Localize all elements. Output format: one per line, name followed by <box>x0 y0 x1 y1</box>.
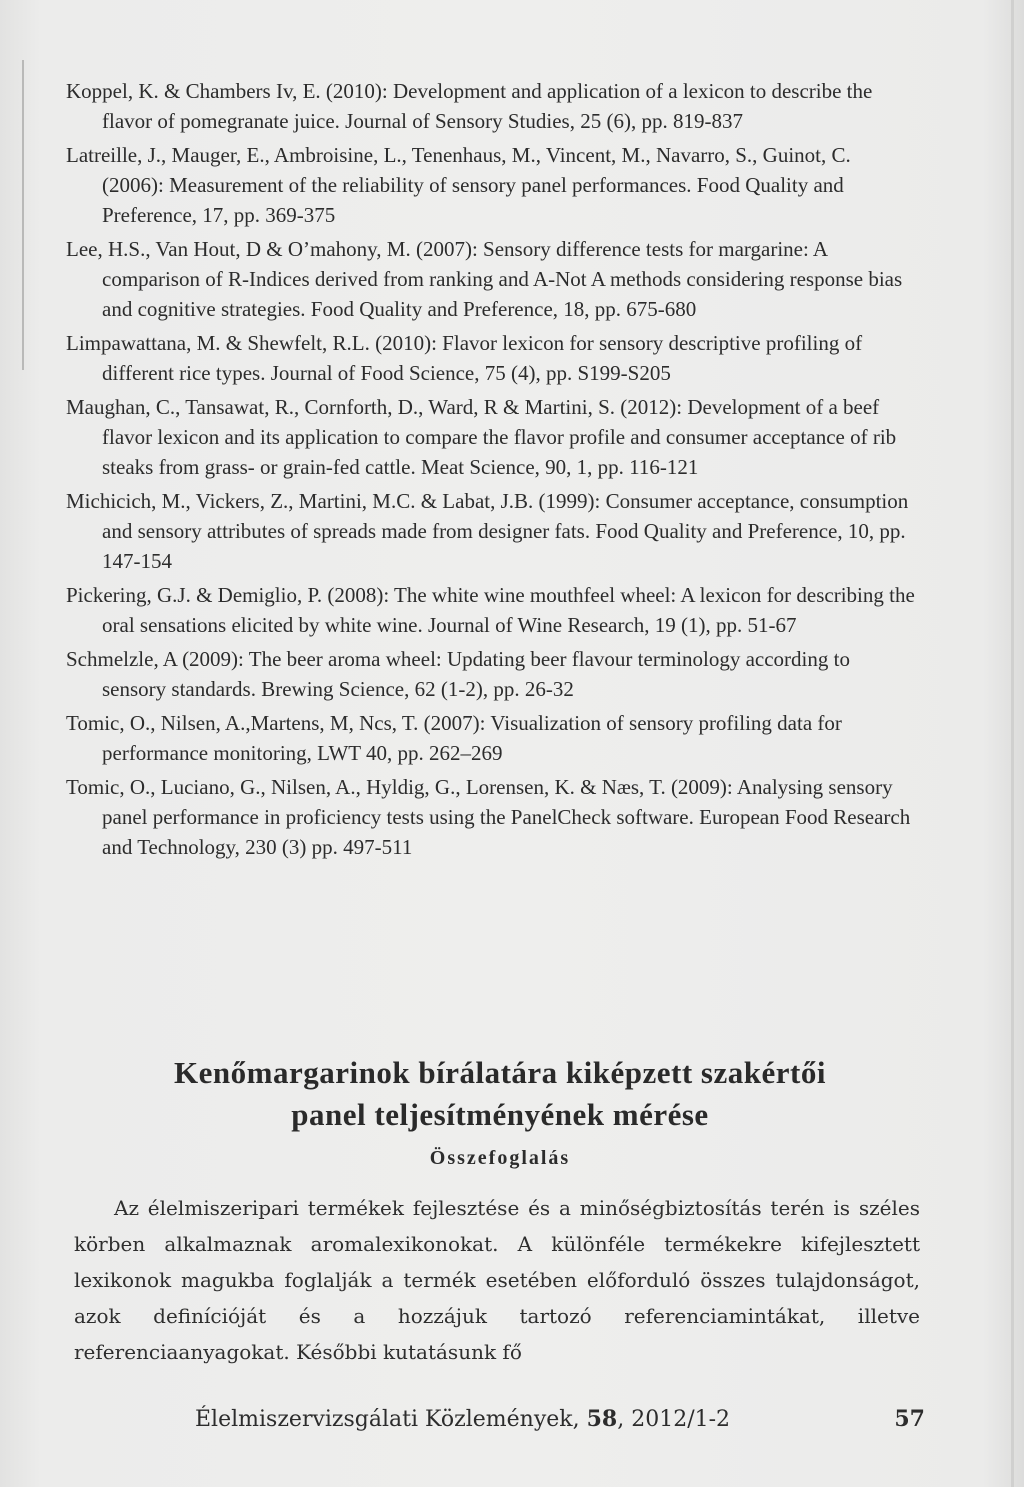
article-title-line-2: panel teljesítményének mérése <box>291 1097 709 1132</box>
page-number: 57 <box>894 1406 925 1432</box>
reference-item: Schmelzle, A (2009): The beer aroma wheel: Updating beer flavour terminology according to sensory standards. Brewing Science, 62 (1-2), pp. 26-32 <box>66 647 850 701</box>
reference-item: Maughan, C., Tansawat, R., Cornforth, D., Ward, R & Martini, S. (2012): Development of a beef flavor lexicon and its application to compare the flavor profile and consumer acceptance of rib steaks from grass- or grain-fed cattle. Meat Science, 90, 1, pp. 116-121 <box>66 395 897 479</box>
scan-edge-mark <box>22 60 24 370</box>
journal-issue: , 2012/1-2 <box>617 1407 731 1432</box>
reference-item: Pickering, G.J. & Demiglio, P. (2008): The white wine mouthfeel wheel: A lexicon for describing the oral sensations elicited by white wine. Journal of Wine Research, 19 (1), pp. 51-67 <box>66 583 915 637</box>
section-heading: Összefoglalás <box>429 1147 571 1169</box>
article-title <box>70 1052 930 1136</box>
scan-edge-mark <box>1011 0 1014 1487</box>
reference-item: Tomic, O., Nilsen, A.,Martens, M, Ncs, T. (2007): Visualization of sensory profiling data for performance monitoring, LWT 40, pp. 262–269 <box>66 711 842 765</box>
reference-item: Limpawattana, M. & Shewfelt, R.L. (2010): Flavor lexicon for sensory descriptive profiling of different rice types. Journal of Food Science, 75 (4), pp. S199-S205 <box>66 331 863 385</box>
reference-item: Latreille, J., Mauger, E., Ambroisine, L., Tenenhaus, M., Vincent, M., Navarro, S., Guinot, C. (2006): Measurement of the reliability of sensory panel performances. Food Quality and Preference, 17, pp. 369-375 <box>66 143 851 227</box>
journal-volume: 58 <box>586 1406 618 1432</box>
reference-item: Lee, H.S., Van Hout, D & O’mahony, M. (2007): Sensory difference tests for margarine: A comparison of R-Indices derived from ranking and A-Not A methods considering response bias and cognitive strategies. Food Quality and Preference, 18, pp. 675-680 <box>66 237 903 321</box>
reference-item: Koppel, K. & Chambers Iv, E. (2010): Development and application of a lexicon to describe the flavor of pomegranate juice. Journal of Sensory Studies, 25 (6), pp. 819-837 <box>66 79 873 133</box>
reference-item: Michicich, M., Vickers, Z., Martini, M.C. & Labat, J.B. (1999): Consumer acceptance, consumption and sensory attributes of spreads made from designer fats. Food Quality and Preference, 10, pp. 147-154 <box>66 489 909 573</box>
reference-list <box>66 76 916 866</box>
journal-name: Élelmiszervizsgálati Közlemények, <box>195 1407 580 1432</box>
article-title-line-1: Kenőmargarinok bírálatára kiképzett szakértői <box>174 1055 826 1090</box>
journal-citation <box>195 1406 730 1432</box>
abstract-text: Az élelmiszeripari termékek fejlesztése és a minőségbiztosítás terén is széles körben alkalmaznak aromalexikonokat. A különféle termékekre kifejlesztett lexikonok magukba foglalják a termék esetében előforduló összes tulajdonságot, azok definícióját és a hozzájuk tartozó referenciamintákat, illetve referenciaanyagokat. Későbbi kutatásunk fő <box>74 1196 920 1364</box>
reference-item: Tomic, O., Luciano, G., Nilsen, A., Hyldig, G., Lorensen, K. & Næs, T. (2009): Analysing sensory panel performance in proficiency tests using the PanelCheck software. European Food Research and Technology, 230 (3) pp. 497-511 <box>66 775 911 859</box>
page-footer <box>195 1406 925 1446</box>
